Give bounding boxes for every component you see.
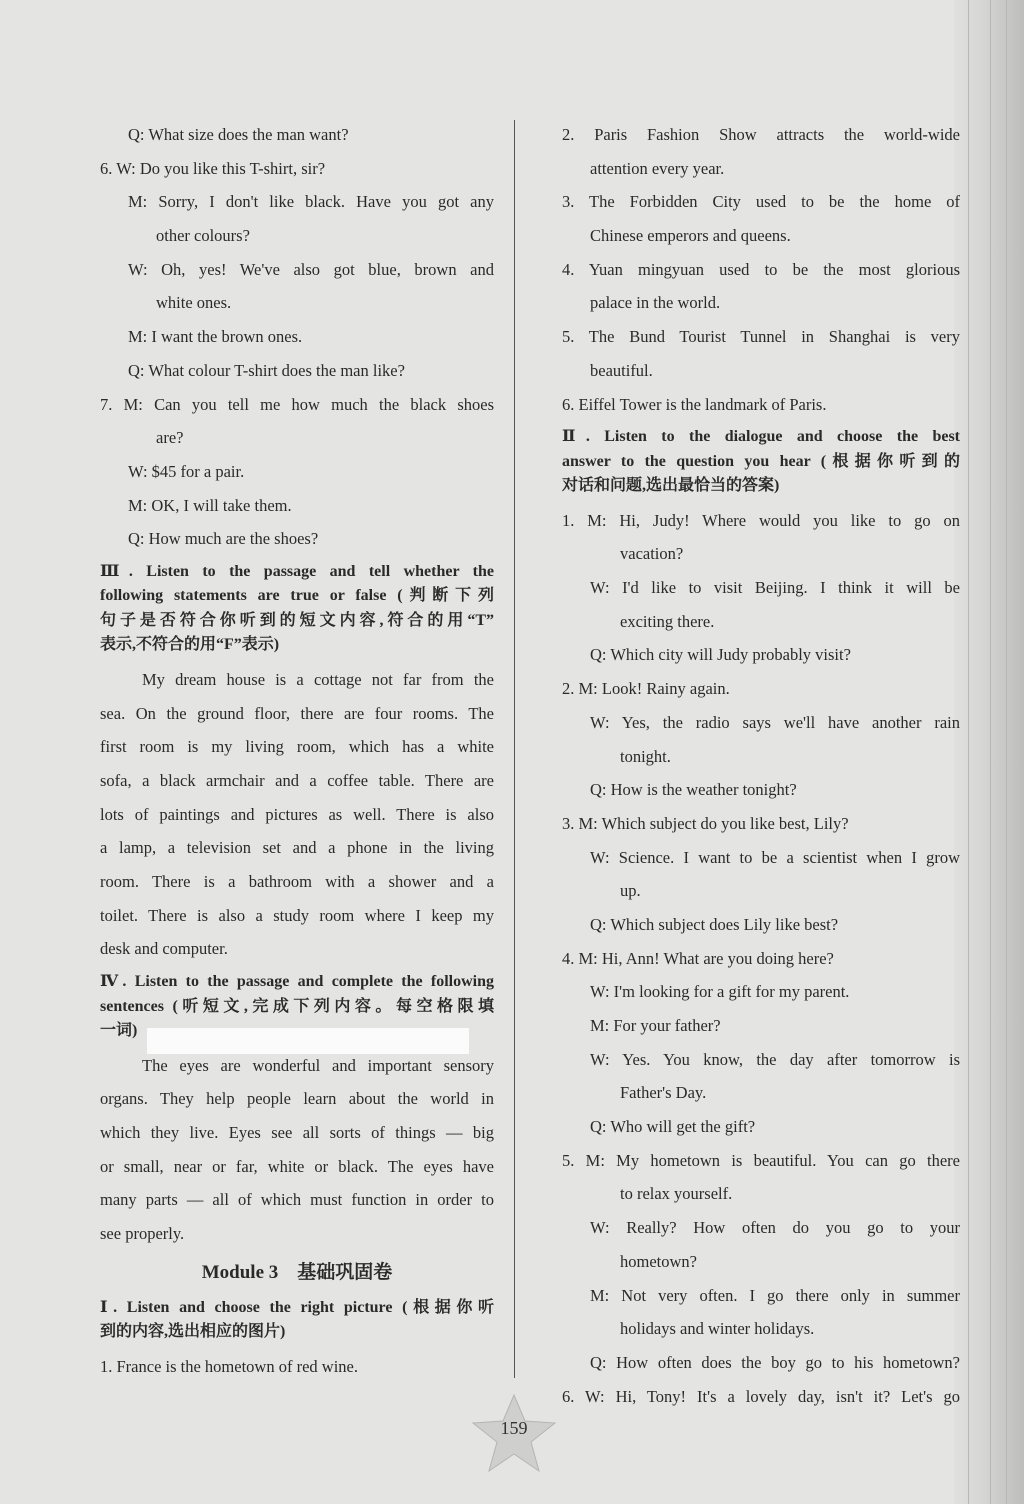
passage-line: or small, near or far, white or black. The eyes have: [100, 1156, 494, 1176]
dialogue-line: Q: Who will get the gift?: [590, 1117, 756, 1137]
dialogue-line: M: I want the brown ones.: [128, 327, 303, 347]
dialogue-line: W: Science. I want to be a scientist when I grow: [590, 847, 960, 867]
passage-line: which they live. Eyes see all sorts of things — big: [100, 1123, 494, 1142]
question-item: 1. France is the hometown of red wine.: [100, 1356, 358, 1376]
passage-line: see properly.: [100, 1224, 185, 1244]
dialogue-line: M: Sorry, I don't like black. Have you got any: [128, 192, 494, 212]
dialogue-line: vacation?: [620, 544, 684, 564]
passage-line: My dream house is a cottage not far from the: [142, 669, 494, 689]
dialogue-line: hometown?: [620, 1251, 697, 1271]
dialogue-line: Q: How often does the boy go to his hometown?: [590, 1352, 960, 1372]
dialogue-line: Q: Which city will Judy probably visit?: [590, 645, 851, 665]
dialogue-line: Q: What size does the man want?: [128, 125, 349, 144]
dialogue-line: M: OK, I will take them.: [128, 495, 292, 515]
statement-line: 2. Paris Fashion Show attracts the world-wide: [562, 125, 960, 144]
section-4-heading: Ⅳ. Listen to the passage and complete the following: [100, 973, 494, 991]
left-column: [100, 118, 494, 1383]
section-1-heading: 到的内容,选出相应的图片): [100, 1323, 286, 1341]
passage-line: sea. On the ground floor, there are four rooms. The: [100, 703, 494, 723]
dialogue-line: Father's Day.: [620, 1083, 707, 1103]
passage-line: many parts — all of which must function in order to: [100, 1190, 494, 1210]
dialogue-line: W: Yes. You know, the day after tomorrow is: [590, 1049, 960, 1069]
dialogue-line: to relax yourself.: [620, 1184, 733, 1204]
section-4-heading: sentences (听短文,完成下列内容。每空格限填: [100, 997, 494, 1015]
page-number: 159: [500, 1418, 528, 1438]
section-3-heading: 表示,不符合的用“F”表示): [100, 636, 280, 654]
module-title: Module 3 基础巩固卷: [201, 1261, 393, 1283]
page-edge-line: [990, 0, 991, 1504]
dialogue-line: exciting there.: [620, 611, 715, 631]
passage-line: toilet. There is also a study room where I keep my: [100, 905, 494, 925]
passage-line: desk and computer.: [100, 939, 228, 959]
passage-line: room. There is a bathroom with a shower and a: [100, 872, 494, 892]
dialogue-line: 1. M: Hi, Judy! Where would you like to go on: [562, 510, 960, 530]
dialogue-line: Q: What colour T-shirt does the man like?: [128, 360, 405, 380]
dialogue-line: Q: Which subject does Lily like best?: [590, 914, 839, 934]
statement-line: 4. Yuan mingyuan used to be the most glorious: [562, 259, 960, 279]
passage-line: lots of paintings and pictures as well. There is also: [100, 804, 494, 824]
section-1-heading: Ⅰ. Listen and choose the right picture (根据你听: [100, 1298, 494, 1316]
statement-line: palace in the world.: [590, 293, 721, 313]
dialogue-line: other colours?: [156, 226, 250, 246]
dialogue-line: holidays and winter holidays.: [620, 1319, 815, 1339]
section-4-heading: 一词): [100, 1022, 138, 1040]
dialogue-line: M: For your father?: [590, 1016, 721, 1035]
dialogue-line: Q: How much are the shoes?: [128, 529, 319, 549]
statement-line: 5. The Bund Tourist Tunnel in Shanghai is very: [562, 327, 960, 347]
statement-line: beautiful.: [590, 360, 653, 380]
column-divider: [514, 120, 515, 1378]
dialogue-line: Q: How is the weather tonight?: [590, 780, 797, 800]
passage-line: a lamp, a television set and a phone in the living: [100, 838, 494, 858]
dialogue-line: 5. M: My hometown is beautiful. You can go there: [562, 1150, 960, 1170]
page-edge-line: [1006, 0, 1007, 1504]
section-2-heading: answer to the question you hear (根据你听到的: [562, 452, 960, 470]
page-edge-line: [968, 0, 969, 1504]
dialogue-line: M: Not very often. I go there only in summer: [590, 1285, 960, 1305]
passage-line: organs. They help people learn about the world in: [100, 1089, 494, 1109]
dialogue-line: W: Yes, the radio says we'll have another rain: [590, 712, 960, 732]
section-2-heading: Ⅱ. Listen to the dialogue and choose the best: [562, 428, 960, 446]
dialogue-line: 4. M: Hi, Ann! What are you doing here?: [562, 948, 834, 968]
dialogue-line: white ones.: [156, 293, 232, 313]
statement-line: Chinese emperors and queens.: [590, 226, 791, 246]
passage-line: sofa, a black armchair and a coffee table. There are: [100, 771, 494, 790]
dialogue-line: 3. M: Which subject do you like best, Lily?: [562, 813, 849, 833]
redaction-box: [147, 1028, 469, 1054]
dialogue-line: are?: [156, 428, 184, 448]
section-3-heading: 句子是否符合你听到的短文内容,符合的用“T”: [100, 611, 494, 629]
dialogue-line: tonight.: [620, 746, 671, 766]
right-column: [562, 118, 960, 1413]
dialogue-line: 6. W: Do you like this T-shirt, sir?: [100, 158, 326, 178]
section-2-heading: 对话和问题,选出最恰当的答案): [562, 477, 780, 495]
page-edge: [954, 0, 1024, 1504]
passage-line: first room is my living room, which has a white: [100, 737, 494, 757]
dialogue-line: W: I'm looking for a gift for my parent.: [590, 982, 850, 1002]
section-3-heading: following statements are true or false (判断下列: [100, 587, 494, 605]
statement-line: 6. Eiffel Tower is the landmark of Paris.: [562, 394, 827, 414]
dialogue-line: W: I'd like to visit Beijing. I think it will be: [590, 578, 960, 598]
statement-line: 3. The Forbidden City used to be the home of: [562, 192, 960, 212]
dialogue-line: W: Oh, yes! We've also got blue, brown and: [128, 259, 494, 279]
dialogue-line: up.: [620, 881, 641, 901]
dialogue-line: 2. M: Look! Rainy again.: [562, 679, 730, 699]
passage-line: The eyes are wonderful and important sensory: [142, 1055, 494, 1075]
dialogue-line: 6. W: Hi, Tony! It's a lovely day, isn't it? Let's go: [562, 1386, 960, 1406]
statement-line: attention every year.: [590, 158, 725, 178]
dialogue-line: W: $45 for a pair.: [128, 461, 245, 481]
dialogue-line: W: Really? How often do you go to your: [590, 1218, 960, 1238]
section-3-heading: Ⅲ. Listen to the passage and tell whether the: [100, 562, 494, 580]
dialogue-line: 7. M: Can you tell me how much the black shoes: [100, 394, 494, 414]
